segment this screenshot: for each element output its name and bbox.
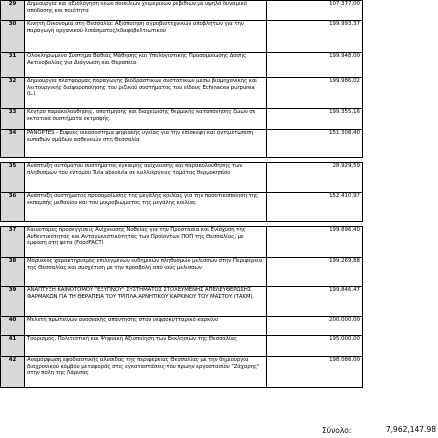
row-number: 40 [1, 317, 25, 336]
project-amount: 199.896,40 [267, 227, 363, 258]
row-number: 39 [1, 287, 25, 317]
table-row [1, 287, 363, 317]
project-amount: 151.308,40 [267, 130, 363, 158]
project-amount: 199.269,88 [267, 258, 363, 287]
project-title: Κινητή Οικονομία στη Θεσσαλία: Αξιοποίηση αγροβιοτεχνικών αποβλήτων για την παραγωγή οργανικού λιπάσματος/εδαφοβελτιωτικού [25, 21, 267, 53]
row-number: 38 [1, 258, 25, 287]
total-label: Σύνολο: [322, 426, 352, 435]
table-row [1, 130, 363, 158]
row-number: 37 [1, 227, 25, 258]
project-amount: 199.948,00 [267, 53, 363, 78]
project-amount: 199.986,02 [267, 78, 363, 109]
project-title: Αναμόρφωση εφοδιαστικής αλυσίδας της περιφέρειας Θεσσαλίας με την δημιουργία διαχρονικού κόμβου μεταφοράς στις εγκαταστάσεις του πρώην εργοστασίου "Ζάχαρης" στην πόλη της Λάρισας [25, 357, 267, 388]
project-title: Τουρισμός, Πολιτιστική και Ψηφιακή Αξιοποίηση των Εκκλησιών της Θεσσαλίας [25, 336, 267, 357]
project-title: ΑΝΑΠΤΥΞΗ ΚΑΙΝΟΤΟΜΟΥ "ΕΞΥΠΝΟΥ" ΣΥΣΤΗΜΑΤΟΣ ΣΤΟΧΕΥΜΕΝΗΣ ΑΠΕΛΕΥΘΕΡΩΣΗΣ ΦΑΡΜΑΚΩΝ ΓΙΑ ΤΗ ΘΕΡΑΠΕΙΑ ΤΟΥ ΤΡΙΠΛΑ ΑΡΝΗΤΙΚΟΥ ΚΑΡΚΙΝΟΥ ΤΟΥ ΜΑΣΤΟΥ (ΤΑΚΜ). [25, 287, 267, 317]
total-value: 7,962,147.98 [385, 425, 436, 434]
project-title: Ανάπτυξη συστήματος προσομοίωσης της μεγάλης κοιλίας για την ποσοτικοποίηση της εκπομπής μεθανίου και του μικροβιώματος της μεγάλης κοιλίας [25, 193, 267, 222]
row-number: 41 [1, 336, 25, 357]
project-title: Δημιουργία πλατφόρμας παραγωγής βιοδραστικών συστατικών μέσω βιομηχανικής και λειτουργικής διαφοροποίησης του ριζικού συστήματος του είδους Echinacea purpurea (L.) [25, 78, 267, 109]
table-row [1, 336, 363, 357]
table-row [1, 317, 363, 336]
table-row [1, 1, 363, 21]
project-title: Κέντρο παρακολούθησης, αποτίμησης και διαχείρισης θερμικής καταπόνησης ζώων σε εκτατικά συστήματα εκτροφής [25, 109, 267, 130]
project-amount: 107.377,00 [267, 1, 363, 21]
project-amount: 195.000,00 [267, 336, 363, 357]
row-number: 35 [1, 163, 25, 193]
table-row [1, 163, 363, 193]
row-number: 30 [1, 21, 25, 53]
table-row [1, 227, 363, 258]
row-number: 33 [1, 109, 25, 130]
project-title: Καινοτόμες προσεγγίσεις Ανίχνευσης Νοθείας για την Προστασία και Ενίσχυση της Αυθεντικότητας και Ανταγωνιστικότητας των Προϊόντων ΠΟΠ της Θεσσαλίας, με έμφαση στη φέτα (FoodFACT) [25, 227, 267, 258]
row-number: 29 [1, 1, 25, 21]
table-row [1, 109, 363, 130]
project-title: Μελέτη πρωτεϊνών ανοσιακής απάντησης στον νεφροκυτταρικό καρκίνο [25, 317, 267, 336]
row-number: 42 [1, 357, 25, 388]
table-row [1, 193, 363, 222]
row-number: 36 [1, 193, 25, 222]
project-amount: 198.086,00 [267, 357, 363, 388]
project-amount: 28.929,59 [267, 163, 363, 193]
project-amount: 152.410,97 [267, 193, 363, 222]
project-title: Ολοκληρωμένο Σύστημα Βαθιάς Μάθησης και Υπολογιστικής Προσομοίωσης Δόσης Ακτινοβολίας για Διάγνωση και Θεραπεία [25, 53, 267, 78]
project-amount: 199.355,16 [267, 109, 363, 130]
project-title: Δημιουργία και αξιολόγηση νέων ποικιλιών χειμερινών ρεβιθιών με υψηλό δυναμικό απόδοσης και ποιότητα [25, 1, 267, 21]
table-row [1, 258, 363, 287]
project-title: Μοριακός χαρακτηρισμός επιλεγμένων ευδημικών πληθυσμών μελισσών στην Περιφέρεια της Θεσσαλίας και συσχέτιση με την προσβολή από ιούς μελισσών [25, 258, 267, 287]
table-row [1, 53, 363, 78]
project-amount: 199.846,47 [267, 287, 363, 317]
project-amount: 199.993,37 [267, 21, 363, 53]
row-number: 34 [1, 130, 25, 158]
project-title: PANOPTES - Ευφυές οικοσύστημα ψηφιακής υγείας για την επίσκεψη και αντιμετώπιση ευπαθών ομάδων ασθενειών στη Θεσσαλία [25, 130, 267, 158]
row-number: 32 [1, 78, 25, 109]
table-row [1, 357, 363, 388]
project-title: Ανάπτυξη αυτόματου συστήματος έγκαιρης ανίχνευσης και παρακολούθησης των πληθυσμών του εντόμου Tuta absoluta σε καλλιέργειες τομάτας θερμοκηπίου [25, 163, 267, 193]
table-row [1, 78, 363, 109]
project-amount: 200.000,00 [267, 317, 363, 336]
row-number: 31 [1, 53, 25, 78]
table-row [1, 21, 363, 53]
